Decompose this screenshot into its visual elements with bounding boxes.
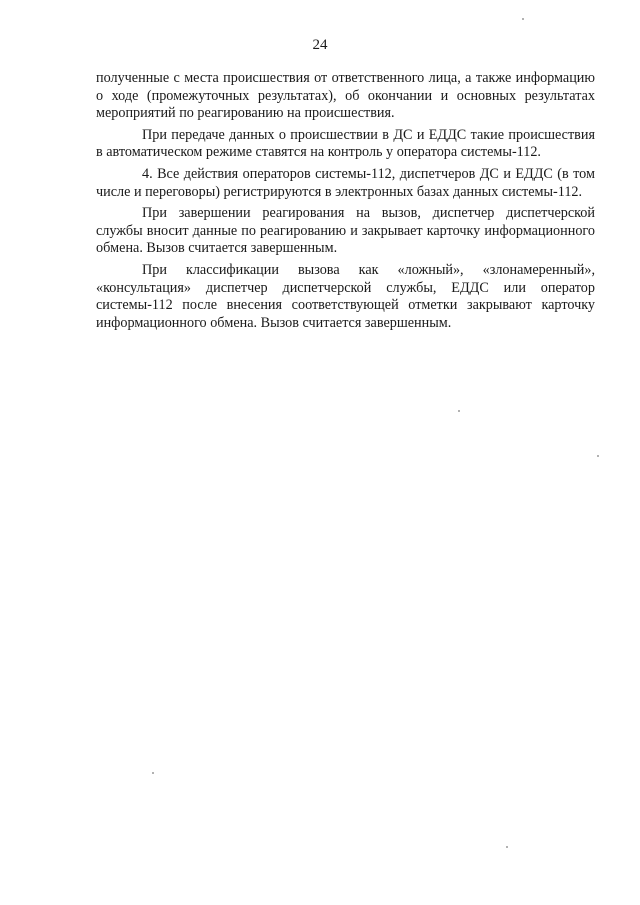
scan-speck [506,846,508,848]
paragraph-item-4: 4. Все действия операторов системы-112, диспетчеров ДС и ЕДДС (в том числе и переговоры) регистрируются в электронных базах данных системы-112. [96,165,595,200]
page-number: 24 [312,37,328,53]
scan-speck [522,18,524,20]
scan-speck [458,410,460,412]
paragraph-continuation: полученные с места происшествия от ответственного лица, а также информацию о ходе (промежуточных результатах), об окончании и основных результатах мероприятий по реагированию на происшествия. [96,70,595,122]
document-body [96,70,595,336]
scan-speck [597,455,599,457]
paragraph-data-transfer: При передаче данных о происшествии в ДС и ЕДДС такие происшествия в автоматическом режиме ставятся на контроль у оператора системы-112. [96,126,595,161]
paragraph-classification: При классификации вызова как «ложный», «злонамеренный», «консультация» диспетчер диспетчерской службы, ЕДДС или оператор системы-112 после внесения соответствующей отметки закрывают карточку информационного обмена. Вызов считается завершенным. [96,261,595,331]
paragraph-completion: При завершении реагирования на вызов, диспетчер диспетчерской службы вносит данные по реагированию и закрывает карточку информационного обмена. Вызов считается завершенным. [96,205,595,257]
scan-speck [152,772,154,774]
